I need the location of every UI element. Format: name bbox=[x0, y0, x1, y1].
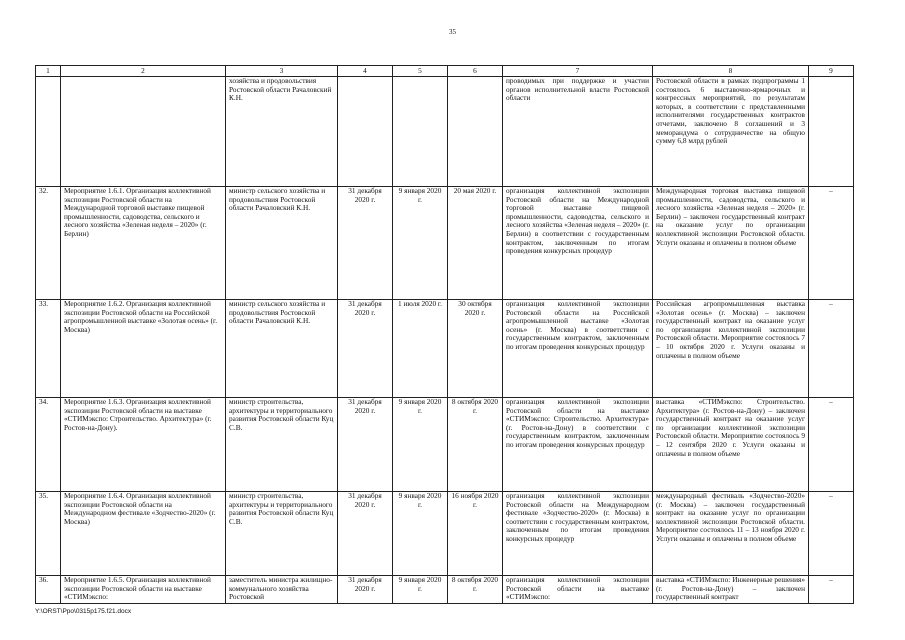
result-description: Международная торговая выставка пищевой промышленности, садоводства, сельского и лесного хозяйства «Зеленая неделя – 2020» (г. Берлин) – заключен государственный контракт на оказание услуг по организации коллективной экспозиции Ростовской области. Услуги оказаны и оплачены в полном объеме bbox=[653, 187, 809, 300]
responsible-person: хозяйства и продовольствия Ростовской области Рачаловский К.Н. bbox=[226, 77, 338, 187]
fact-end-date: 8 октября 2020 г. bbox=[448, 398, 503, 492]
row-number: 34. bbox=[36, 398, 61, 492]
result-description: международный фестиваль «Зодчество-2020» (г. Москва) – заключен государственный контракт на оказание услуг по организации коллективной экспозиции Ростовской области. Мероприятие состоялось 11 – 13 ноября 2020 г. Услуги оказаны и оплачены в полном объеме bbox=[653, 492, 809, 576]
fact-start-date bbox=[393, 77, 448, 187]
activity-description: организация коллективной экспозиции Ростовской области на Международной торговой выставке пищевой промышленности, садоводства, сельского и лесного хозяйства «Зеленая неделя – 2020» (г. Берлин) в соответствии с государственным контрактом, заключенным по итогам проведения конкурсных процедур bbox=[503, 187, 653, 300]
activity-description: организация коллективной экспозиции Ростовской области на Российской агропромышленной выставке «Золотая осень» (г. Москва) в соответствии с государственным контрактом, заключенным по итогам проведения конкурсных процедур bbox=[503, 300, 653, 398]
report-table bbox=[35, 65, 854, 604]
plan-date bbox=[338, 77, 393, 187]
fact-end-date: 16 ноября 2020 г. bbox=[448, 492, 503, 576]
event-name: Мероприятие 1.6.4. Организация коллективной экспозиции Ростовской области на Международном фестивале «Зодчество-2020» (г. Москва) bbox=[61, 492, 226, 576]
header-cell: 5 bbox=[393, 66, 448, 77]
plan-date: 31 декабря 2020 г. bbox=[338, 187, 393, 300]
fact-end-date bbox=[448, 77, 503, 187]
event-name bbox=[61, 77, 226, 187]
responsible-person: министр строительства, архитектуры и территориального развития Ростовской области Куц С.В. bbox=[226, 398, 338, 492]
row-number: 32. bbox=[36, 187, 61, 300]
header-cell: 3 bbox=[226, 66, 338, 77]
row-number bbox=[36, 77, 61, 187]
fact-start-date: 1 июля 2020 г. bbox=[393, 300, 448, 398]
table-row bbox=[36, 492, 854, 576]
header-cell: 4 bbox=[338, 66, 393, 77]
page-number: 35 bbox=[449, 28, 456, 36]
event-name: Мероприятие 1.6.5. Организация коллективной экспозиции Ростовской области на выставке «СТИМэкспо: bbox=[61, 576, 226, 604]
result-description: выставка «СТИМэкспо: Строительство. Архитектура» (г. Ростов-на-Дону) – заключен государственный контракт на оказание услуг по организации коллективной экспозиции Ростовской области. Мероприятие состоялось 9 – 12 сентября 2020 г. Услуги оказаны и оплачены в полном объеме bbox=[653, 398, 809, 492]
reasons: – bbox=[809, 576, 854, 604]
file-path-footer: Y:\ORST\Ppo\0315p175.f21.docx bbox=[35, 608, 132, 615]
table-row bbox=[36, 576, 854, 604]
plan-date: 31 декабря 2020 г. bbox=[338, 576, 393, 604]
fact-end-date: 30 октября 2020 г. bbox=[448, 300, 503, 398]
reasons: – bbox=[809, 398, 854, 492]
activity-description: организация коллективной экспозиции Ростовской области на Международном фестивале «Зодчество-2020» (г. Москва) в соответствии с государственным контрактом, заключенным по итогам проведения конкурсных процедур bbox=[503, 492, 653, 576]
reasons bbox=[809, 77, 854, 187]
header-cell: 2 bbox=[61, 66, 226, 77]
row-number: 35. bbox=[36, 492, 61, 576]
activity-description: организация коллективной экспозиции Ростовской области на выставке «СТИМэкспо: Строительство. Архитектура» (г. Ростов-на-Дону) в соответствии с государственным контрактом, заключенным по итогам проведения конкурсных процедур bbox=[503, 398, 653, 492]
event-name: Мероприятие 1.6.3. Организация коллективной экспозиции Ростовской области на выставке «СТИМэкспо: Строительство. Архитектура» (г. Ростов-на-Дону). bbox=[61, 398, 226, 492]
responsible-person: министр строительства, архитектуры и территориального развития Ростовской области Куц С.В. bbox=[226, 492, 338, 576]
header-cell: 9 bbox=[809, 66, 854, 77]
header-cell: 7 bbox=[503, 66, 653, 77]
fact-end-date: 20 мая 2020 г. bbox=[448, 187, 503, 300]
table-row bbox=[36, 77, 854, 187]
result-description: Ростовской области в рамках подпрограммы 1 состоялось 6 выставочно-ярмарочных и конгрессных мероприятий, по результатам которых, в соответствии с представленными исполнителями государственных контрактов отчетами, заключено 8 соглашений и 3 меморандума о сотрудничестве на общую сумму 6,8 млрд рублей bbox=[653, 77, 809, 187]
table-header-row bbox=[36, 66, 854, 77]
header-cell: 1 bbox=[36, 66, 61, 77]
responsible-person: министр сельского хозяйства и продовольствия Ростовской области Рачаловский К.Н. bbox=[226, 300, 338, 398]
fact-start-date: 9 января 2020 г. bbox=[393, 187, 448, 300]
result-description: выставка «СТИМэкспо: Инженерные решения» (г. Ростов-на-Дону) – заключен государственный контракт bbox=[653, 576, 809, 604]
header-cell: 6 bbox=[448, 66, 503, 77]
event-name: Мероприятие 1.6.1. Организация коллективной экспозиции Ростовской области на Международной торговой выставке пищевой промышленности, садоводства, сельского и лесного хозяйства «Зеленая неделя – 2020» (г. Берлин) bbox=[61, 187, 226, 300]
fact-end-date: 8 октября 2020 г. bbox=[448, 576, 503, 604]
row-number: 36. bbox=[36, 576, 61, 604]
responsible-person: заместитель министра жилищно-коммунального хозяйства Ростовской bbox=[226, 576, 338, 604]
plan-date: 31 декабря 2020 г. bbox=[338, 300, 393, 398]
fact-start-date: 9 января 2020 г. bbox=[393, 576, 448, 604]
responsible-person: министр сельского хозяйства и продовольствия Ростовской области Рачаловский К.Н. bbox=[226, 187, 338, 300]
header-cell: 8 bbox=[653, 66, 809, 77]
table-row bbox=[36, 187, 854, 300]
event-name: Мероприятие 1.6.2. Организация коллективной экспозиции Ростовской области на Российской агропромышленной выставке «Золотая осень» (г. Москва) bbox=[61, 300, 226, 398]
reasons: – bbox=[809, 187, 854, 300]
table-row bbox=[36, 300, 854, 398]
activity-description: проводимых при поддержке и участии органов исполнительной власти Ростовской области bbox=[503, 77, 653, 187]
plan-date: 31 декабря 2020 г. bbox=[338, 398, 393, 492]
fact-start-date: 9 января 2020 г. bbox=[393, 492, 448, 576]
result-description: Российская агропромышленная выставка «Золотая осень» (г. Москва) – заключен государственный контракт на оказание услуг по организации коллективной экспозиции Ростовской области. Мероприятие состоялось 7 – 10 октября 2020 г. Услуги оказаны и оплачены в полном объеме bbox=[653, 300, 809, 398]
plan-date: 31 декабря 2020 г. bbox=[338, 492, 393, 576]
activity-description: организация коллективной экспозиции Ростовской области на выставке «СТИМэкспо: bbox=[503, 576, 653, 604]
reasons: – bbox=[809, 300, 854, 398]
row-number: 33. bbox=[36, 300, 61, 398]
table-row bbox=[36, 398, 854, 492]
reasons: – bbox=[809, 492, 854, 576]
fact-start-date: 9 января 2020 г. bbox=[393, 398, 448, 492]
